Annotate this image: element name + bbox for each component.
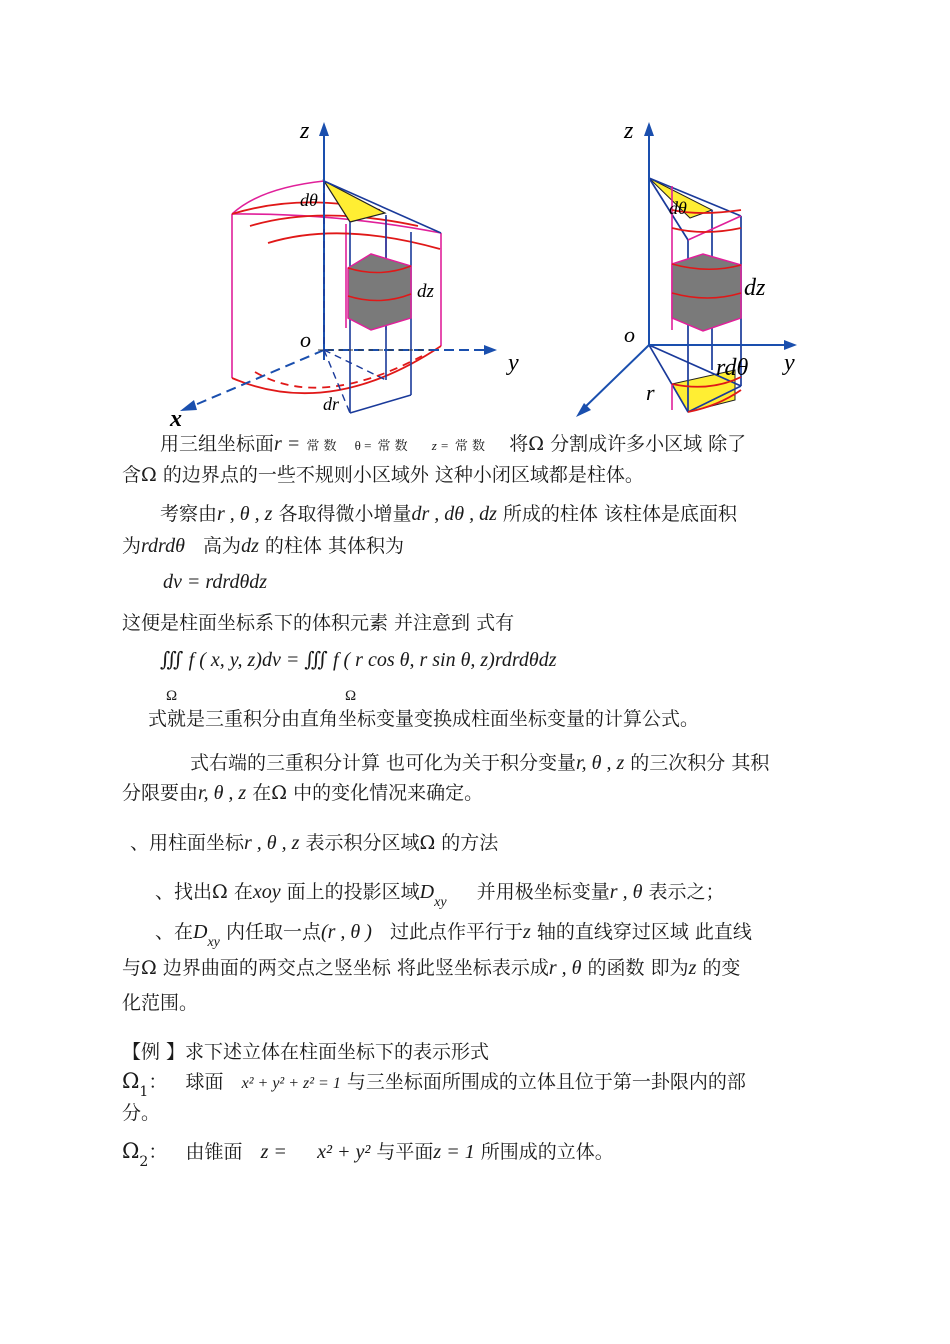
p3: 这便是柱面坐标系下的体积元素 并注意到 式有: [122, 612, 515, 634]
right-diagram: [576, 118, 797, 417]
left-dtheta-label: dθ: [300, 190, 318, 210]
example-omega2: $\Omega_2$： 由锥面 z = x² + y² 与平面z = 1 所围成的立体。: [122, 1139, 614, 1170]
left-x-label: x: [170, 406, 182, 430]
p4: 式就是三重积分由直角坐标变量变换成柱面坐标变量的计算公式。: [148, 708, 700, 730]
step2-line1: 、在$D_{xy}$ 内任取一点(r , θ ) 过此点作平行于z 轴的直线穿过区域 此直线: [155, 921, 752, 950]
left-diagram: [169, 118, 519, 430]
right-rdtheta-label: rdθ: [716, 355, 749, 381]
p2-line1: 考察由r , θ , z 各取得微小增量dr , dθ , dz 所成的柱体 该柱体是底面积: [160, 503, 737, 525]
integral-domain-2: Ω: [345, 688, 357, 704]
volume-element-formula: dv = rdrdθdz: [163, 571, 268, 593]
section-heading: 、用柱面坐标r , θ , z 表示积分区域Ω 的方法: [130, 832, 499, 854]
step2-line2: 与Ω 边界曲面的两交点之竖坐标 将此竖坐标表示成r , θ 的函数 即为z 的变: [122, 957, 741, 979]
example-title: 【例 】求下述立体在柱面坐标下的表示形式: [122, 1041, 490, 1063]
p1-line2: 含Ω 的边界点的一些不规则小区域外 这种小闭区域都是柱体。: [122, 464, 644, 486]
right-r-label: r: [646, 380, 655, 405]
left-dz-label: dz: [417, 281, 434, 302]
example-omega1-line1: $\Omega_1$： 球面 x² + y² + z² = 1 与三坐标面所围成的立体且位于第一卦限内的部: [122, 1069, 746, 1100]
left-origin-label: o: [300, 327, 311, 352]
p2-line2: 为rdrdθ 高为dz 的柱体 其体积为: [122, 535, 404, 557]
step1: 、找出Ω 在xoy 面上的投影区域$D_{xy}$ 并用极坐标变量r , θ 表示之；: [155, 881, 725, 910]
integral-formula: ∭ f ( x, y, z)dv = ∭ f ( r cos θ, r sin θ, z)rdrdθdz: [160, 649, 557, 671]
p1-line1: 用三组坐标面r = 常 数 θ = 常 数 z = 常 数 将Ω 分割成许多小区域 除了: [160, 433, 747, 455]
right-dtheta-label: dθ: [669, 198, 687, 218]
p5-line1: 式右端的三重积分计算 也可化为关于积分变量r, θ , z 的三次积分 其积: [190, 752, 770, 774]
left-z-label: z: [300, 118, 310, 144]
step2-line3: 化范围。: [122, 992, 199, 1014]
integral-domain-1: Ω: [166, 688, 178, 704]
right-z-label: z: [624, 118, 634, 144]
right-y-label: y: [784, 350, 795, 376]
example-omega1-line2: 分。: [122, 1102, 161, 1124]
left-y-label: y: [508, 350, 519, 376]
left-dr-label: dr: [323, 394, 340, 414]
p5-line2: 分限要由r, θ , z 在Ω 中的变化情况来确定。: [122, 782, 484, 804]
right-dz-label: dz: [744, 275, 766, 301]
cylindrical-coordinates-figure: [0, 0, 950, 430]
right-origin-label: o: [624, 322, 635, 347]
